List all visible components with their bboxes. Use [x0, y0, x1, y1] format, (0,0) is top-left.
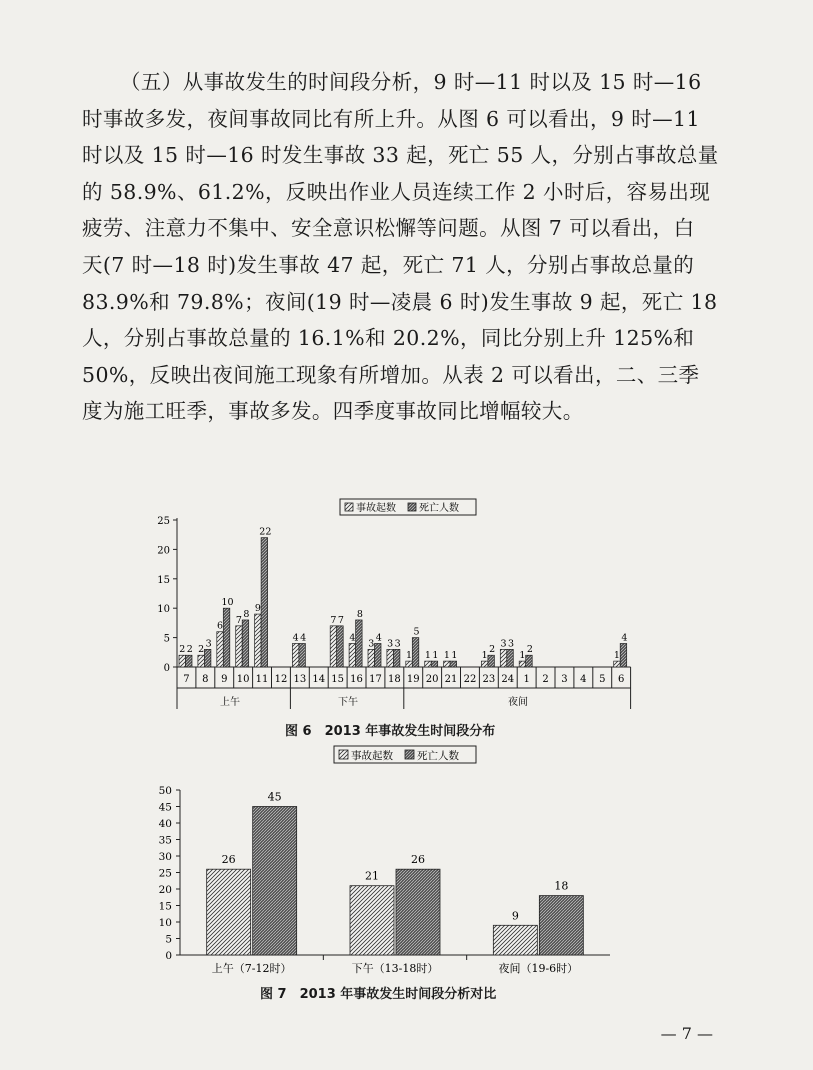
paragraph-line: 人，分别占事故总量的 16.1%和 20.2%，同比分别上升 125%和	[82, 326, 695, 351]
fig7-y-tick-label: 20	[158, 884, 172, 896]
fig6-y-tick-label: 15	[157, 574, 170, 586]
body-paragraph	[82, 64, 732, 430]
fig6-bar-accidents	[444, 661, 451, 667]
figure-6-chart	[0, 495, 813, 730]
fig6-bar-label-deaths: 7	[337, 614, 344, 626]
fig6-y-tick-label: 25	[157, 516, 170, 527]
fig7-category-label: 上午（7-12时）	[211, 962, 292, 975]
fig6-legend-label-a: 事故起数	[356, 503, 396, 514]
fig6-category-label: 12	[274, 674, 288, 685]
fig7-bar-label-accidents: 26	[221, 853, 236, 867]
paragraph-line: （五）从事故发生的时间段分析，9 时—11 时以及 15 时—16	[120, 70, 702, 94]
fig6-bar-label-deaths: 8	[356, 608, 363, 620]
fig6-bar-deaths	[299, 643, 306, 667]
fig6-bar-deaths	[431, 661, 438, 667]
fig7-y-tick-label: 0	[165, 950, 172, 962]
fig6-category-label: 5	[599, 674, 606, 685]
fig6-category-label: 1	[523, 674, 530, 685]
fig6-bar-label-deaths: 8	[243, 608, 250, 620]
fig6-bar-accidents	[387, 649, 394, 667]
paragraph-line: 的 58.9%、61.2%，反映出作业人员连续工作 2 小时后，容易出现	[82, 179, 711, 204]
fig6-category-label: 14	[312, 674, 326, 685]
fig7-y-tick-label: 45	[158, 801, 172, 814]
fig6-bar-label-accidents: 9	[254, 603, 261, 615]
fig6-bar-deaths	[204, 649, 211, 667]
fig6-y-tick-label: 0	[163, 663, 170, 674]
fig7-bar-label-accidents: 21	[365, 869, 379, 883]
fig6-category-label: 4	[580, 674, 587, 685]
fig6-bar-deaths	[242, 620, 249, 667]
fig6-bar-deaths	[412, 638, 419, 667]
fig6-category-label: 13	[293, 674, 307, 685]
fig6-bar-accidents	[292, 643, 299, 667]
paragraph-line: 时以及 15 时—16 时发生事故 33 起，死亡 55 人，分别占事故总量	[82, 143, 719, 168]
fig7-y-tick-label: 50	[158, 785, 172, 797]
fig6-bar-label-accidents: 7	[235, 614, 242, 626]
fig7-y-tick-label: 10	[158, 917, 172, 929]
fig6-category-label: 21	[444, 674, 458, 685]
fig6-bar-deaths	[393, 649, 400, 667]
fig6-bar-label-deaths: 22	[259, 526, 272, 538]
fig6-bar-accidents	[349, 643, 356, 667]
fig6-legend-swatch-b	[408, 503, 416, 511]
fig6-bar-label-deaths: 1	[451, 650, 458, 662]
fig6-y-tick-label: 20	[157, 545, 170, 557]
fig6-category-label: 7	[183, 674, 190, 685]
fig6-bar-accidents	[500, 649, 507, 667]
fig7-y-tick-label: 40	[158, 818, 172, 830]
fig7-category-label: 下午（13-18时）	[351, 962, 439, 975]
fig7-y-tick-label: 30	[158, 851, 172, 863]
fig6-bar-deaths	[507, 649, 514, 667]
fig6-bar-label-deaths: 2	[526, 644, 533, 656]
fig6-category-label: 15	[331, 674, 345, 685]
fig6-bar-label-deaths: 4	[375, 632, 382, 644]
fig6-bar-deaths	[488, 655, 495, 667]
fig6-category-label: 11	[255, 674, 269, 685]
figure-7-caption: 图 7 2013 年事故发生时间段分析对比	[260, 987, 497, 1002]
fig6-category-label: 17	[369, 674, 382, 685]
fig6-group-labels	[220, 695, 528, 708]
fig6-bar-accidents	[217, 632, 224, 667]
fig6-bar-label-deaths: 3	[508, 638, 515, 650]
paragraph-line: 时事故多发，夜间事故同比有所上升。从图 6 可以看出，9 时—11	[82, 106, 700, 131]
fig6-legend-label-b: 死亡人数	[419, 503, 459, 514]
paragraph-line: 天(7 时—18 时)发生事故 47 起，死亡 71 人，分别占事故总量的	[82, 252, 695, 277]
paragraph-line: 度为施工旺季，事故多发。四季度事故同比增幅较大。	[82, 399, 584, 424]
fig6-bar-deaths	[356, 620, 363, 667]
fig7-bar-label-deaths: 26	[411, 853, 425, 867]
fig6-bar-label-deaths: 3	[205, 638, 212, 650]
fig6-bar-accidents	[255, 614, 262, 667]
fig6-bar-label-deaths: 10	[221, 597, 234, 609]
fig6-bar-accidents	[330, 626, 337, 667]
fig6-bar-label-accidents: 6	[217, 620, 224, 632]
fig7-legend-swatch-b	[405, 750, 414, 759]
fig7-bar-accidents	[493, 925, 537, 955]
fig6-category-label: 6	[617, 674, 625, 685]
fig6-bar-accidents	[406, 661, 413, 667]
fig6-category-label: 3	[561, 674, 568, 685]
fig6-y-tick-label: 10	[157, 604, 170, 616]
fig6-bar-label-deaths: 1	[432, 650, 439, 662]
fig6-bar-label-accidents: 3	[368, 638, 375, 650]
fig6-bar-accidents	[368, 649, 375, 667]
fig6-bar-accidents	[179, 655, 186, 667]
figure-7-chart	[0, 742, 813, 982]
fig6-bar-label-accidents: 4	[292, 632, 299, 644]
fig7-y-tick-label: 15	[158, 900, 172, 913]
fig7-bar-accidents	[207, 869, 251, 955]
paragraph-line: 疲劳、注意力不集中、安全意识松懈等问题。从图 7 可以看出，白	[82, 216, 695, 241]
fig6-bar-label-accidents: 1	[406, 650, 413, 662]
fig6-bar-label-deaths: 4	[300, 632, 307, 644]
fig6-category-label: 22	[463, 674, 477, 685]
fig6-bar-label-deaths: 5	[413, 626, 420, 638]
fig6-bar-accidents	[425, 661, 432, 667]
fig7-bar-label-deaths: 45	[267, 790, 282, 804]
paragraph-line: 83.9%和 79.8%；夜间(19 时—凌晨 6 时)发生事故 9 起，死亡 18	[82, 289, 718, 314]
fig6-bar-accidents	[236, 626, 243, 667]
page-number: — 7 —	[660, 1024, 713, 1043]
fig7-y-tick-label: 25	[158, 867, 172, 880]
fig6-bar-accidents	[481, 661, 488, 667]
fig6-bar-label-deaths: 3	[394, 638, 401, 650]
fig7-bar-deaths	[539, 896, 583, 955]
fig6-group-morning: 上午	[220, 697, 240, 708]
fig7-legend-label-a: 事故起数	[351, 750, 393, 762]
fig6-bar-deaths	[186, 655, 193, 667]
fig6-category-label: 9	[221, 674, 228, 685]
fig6-bar-label-accidents: 3	[387, 638, 394, 650]
fig6-bar-deaths	[261, 538, 268, 667]
fig6-bars	[179, 527, 627, 667]
fig7-bar-deaths	[396, 869, 440, 955]
fig7-bar-accidents	[350, 886, 394, 955]
fig7-bar-deaths	[253, 807, 297, 956]
fig6-category-label: 2	[542, 674, 549, 685]
fig6-category-label: 18	[387, 674, 401, 685]
fig7-legend-swatch-a	[339, 750, 348, 759]
fig6-category-label: 19	[406, 674, 420, 685]
fig6-bar-label-accidents: 4	[349, 632, 356, 644]
fig7-bar-label-deaths: 18	[554, 879, 569, 893]
fig7-legend	[334, 746, 476, 763]
fig6-bar-label-accidents: 1	[481, 650, 488, 662]
fig6-bar-accidents	[614, 661, 621, 667]
fig6-legend	[340, 499, 476, 515]
fig6-category-label: 8	[202, 674, 209, 685]
fig6-group-afternoon: 下午	[338, 697, 358, 708]
fig6-bar-label-deaths: 4	[621, 632, 628, 644]
fig6-bar-label-accidents: 3	[500, 638, 507, 650]
fig7-bars	[207, 791, 584, 956]
fig6-category-label: 10	[236, 674, 250, 685]
fig6-bar-label-accidents: 1	[424, 650, 431, 662]
fig6-bar-label-deaths: 2	[186, 644, 193, 656]
fig6-bar-deaths	[375, 643, 382, 667]
fig6-bar-label-accidents: 1	[613, 650, 620, 662]
fig6-bar-deaths	[337, 626, 344, 667]
fig6-y-tick-label: 5	[163, 633, 170, 645]
fig6-bar-label-accidents: 2	[179, 644, 186, 656]
fig6-bar-deaths	[620, 643, 627, 667]
fig7-category-label: 夜间（19-6时）	[498, 962, 579, 975]
paragraph-line: 50%，反映出夜间施工现象有所增加。从表 2 可以看出，二、三季	[82, 362, 700, 387]
fig6-category-label: 16	[350, 674, 363, 685]
fig6-bar-label-accidents: 1	[519, 650, 526, 662]
fig6-bar-accidents	[198, 655, 205, 667]
fig6-legend-swatch-a	[345, 503, 353, 511]
fig6-category-label: 23	[482, 674, 496, 685]
fig7-legend-label-b: 死亡人数	[417, 750, 459, 762]
fig7-y-tick-label: 35	[158, 834, 172, 847]
fig6-bar-deaths	[526, 655, 533, 667]
fig6-category-label: 20	[425, 674, 439, 685]
fig6-bar-label-accidents: 7	[330, 614, 337, 626]
figure-6-caption: 图 6 2013 年事故发生时间段分布	[285, 724, 496, 739]
fig6-bar-deaths	[450, 661, 457, 667]
fig6-bar-deaths	[223, 608, 230, 667]
fig6-group-night: 夜间	[508, 697, 528, 708]
fig6-bar-label-deaths: 2	[489, 644, 496, 656]
fig6-bar-label-accidents: 2	[198, 644, 205, 656]
fig7-y-tick-label: 5	[165, 933, 172, 946]
fig6-category-label: 24	[501, 674, 515, 685]
fig6-bar-label-accidents: 1	[443, 650, 450, 662]
fig6-bar-accidents	[519, 661, 526, 667]
fig7-bar-label-accidents: 9	[511, 909, 519, 923]
